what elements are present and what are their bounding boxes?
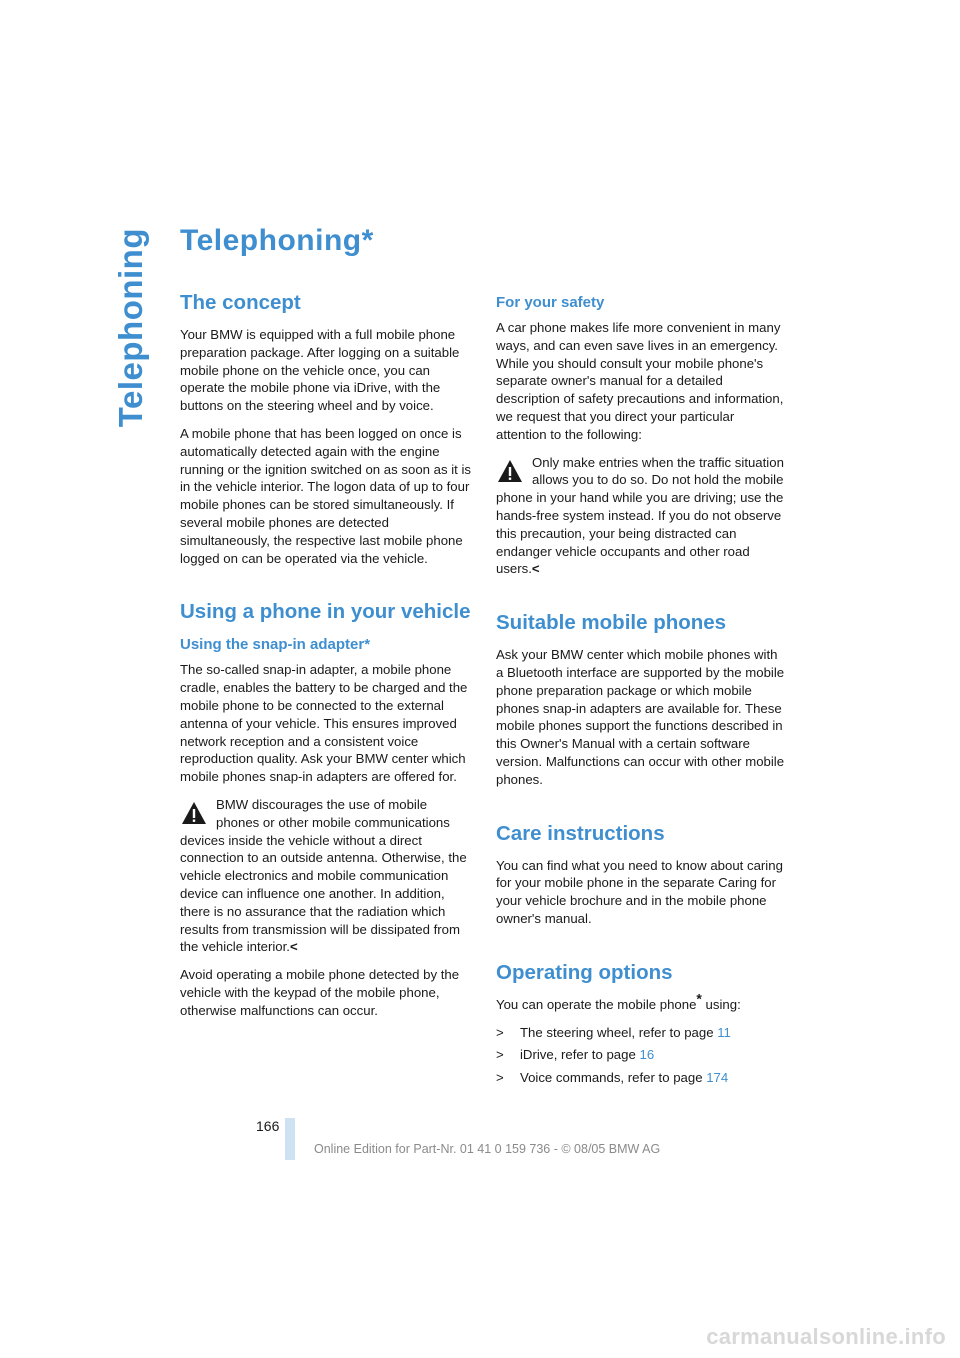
optional-star: * — [696, 990, 702, 1007]
snap-in-paragraph-1: The so-called snap-in adapter, a mobile phone cradle, enables the battery to be charged and the mobile phone to be connected to the external antenna of your vehicle. This ensures improved network reception and a consistent voice reproduction quality. Ask your BMW center which mobile phones snap-in adapters are offered for. — [180, 662, 468, 785]
page-number: 166 — [256, 1118, 280, 1134]
antenna-warning-text: BMW discourages the use of mobile phones or other mobile communications devices inside the vehicle without a direct connection to an outside antenna. Otherwise, the vehicle electronics and mobile communication device can influence one another. In addition, there is no assurance that the radiation which results from transmission will be dissipated from the vehicle interior. — [180, 796, 467, 955]
left-column — [180, 290, 472, 1030]
suitable-phones-heading: Suitable mobile phones — [496, 611, 727, 635]
concept-paragraph-2: A mobile phone that has been logged on once is automatically detected again with the engine running or the ignition switched on as soon as it is in the vehicle interior. The logon data of up to four mobile phones can be stored simultaneously. If several mobile phones are detected simultaneously, the respective last mobile phone logged on can be operated via the vehicle. — [180, 425, 472, 566]
warning-triangle-icon — [180, 800, 208, 826]
operating-options-list — [496, 1024, 788, 1087]
end-mark: < — [289, 939, 298, 955]
safety-warning-text: Only make entries when the traffic situation allows you to do so. Do not hold the mobile phone in your hand while you are driving; use the hands-free system instead. If you do not observe this precaution, your being distracted can endanger vehicle occupants and other road users. — [496, 454, 784, 577]
chapter-side-tab: Telephoning — [112, 228, 149, 428]
safety-paragraph: A car phone makes life more convenient in many ways, and can even save lives in an emergency. While you should consult your mobile phone's separate owner's manual for a detailed description of safety precautions and information, we request that you direct your particular attention to the following: — [496, 320, 784, 442]
suitable-phones-paragraph: Ask your BMW center which mobile phones with a Bluetooth interface are supported by the mobile phone preparation package or which mobile phones snap-in adapters are available for. These mobile phones support the functions described in this Owner's Manual with a certain software version. Malfunctions can occur with other mobile phones. — [496, 647, 785, 787]
bullet-arrow: > — [496, 1024, 504, 1040]
care-heading: Care instructions — [496, 821, 665, 845]
ops-intro-text: You can operate the mobile phone — [496, 996, 697, 1012]
bullet-arrow: > — [496, 1047, 504, 1063]
footer-bar — [285, 1118, 295, 1160]
operating-options-intro — [496, 990, 788, 1014]
bullet-arrow: > — [496, 1070, 504, 1086]
operating-options-heading: Operating options — [496, 960, 673, 984]
snap-in-paragraph-2: Avoid operating a mobile phone detected by the vehicle with the keypad of the mobile phone, otherwise malfunctions can occur. — [180, 967, 460, 1018]
list-item — [496, 1046, 788, 1064]
watermark: carmanualsonline.info — [706, 1324, 946, 1349]
right-column — [496, 293, 788, 1092]
page-link[interactable]: 174 — [706, 1070, 729, 1086]
antenna-warning — [180, 796, 472, 956]
page-link[interactable]: 16 — [639, 1047, 655, 1063]
safety-heading: For your safety — [496, 294, 605, 311]
page-title: Telephoning* — [180, 224, 374, 257]
concept-heading: The concept — [180, 291, 301, 314]
concept-paragraph-1: Your BMW is equipped with a full mobile phone preparation package. After logging on a suitable mobile phone on the vehicle once, you can operate the mobile phone via iDrive, with the buttons on the steering wheel and by voice. — [180, 327, 460, 414]
list-item — [496, 1069, 788, 1087]
list-item-text: Voice commands, refer to page — [520, 1070, 707, 1086]
page-link[interactable]: 11 — [717, 1024, 731, 1040]
list-item — [496, 1024, 788, 1042]
ops-intro-suffix: using: — [701, 996, 741, 1012]
list-item-text: The steering wheel, refer to page — [520, 1024, 718, 1040]
snap-in-heading: Using the snap-in adapter* — [180, 636, 371, 654]
safety-warning — [496, 454, 788, 579]
using-phone-heading: Using a phone in your vehicle — [180, 600, 471, 624]
end-mark: < — [531, 561, 540, 577]
list-item-text: iDrive, refer to page — [520, 1047, 640, 1063]
warning-triangle-icon — [496, 458, 524, 484]
footer-edition-text: Online Edition for Part-Nr. 01 41 0 159 736 - © 08/05 BMW AG — [314, 1142, 661, 1156]
care-paragraph: You can find what you need to know about caring for your mobile phone in the separate Caring for your vehicle brochure and in the mobile phone owner's manual. — [496, 857, 783, 926]
